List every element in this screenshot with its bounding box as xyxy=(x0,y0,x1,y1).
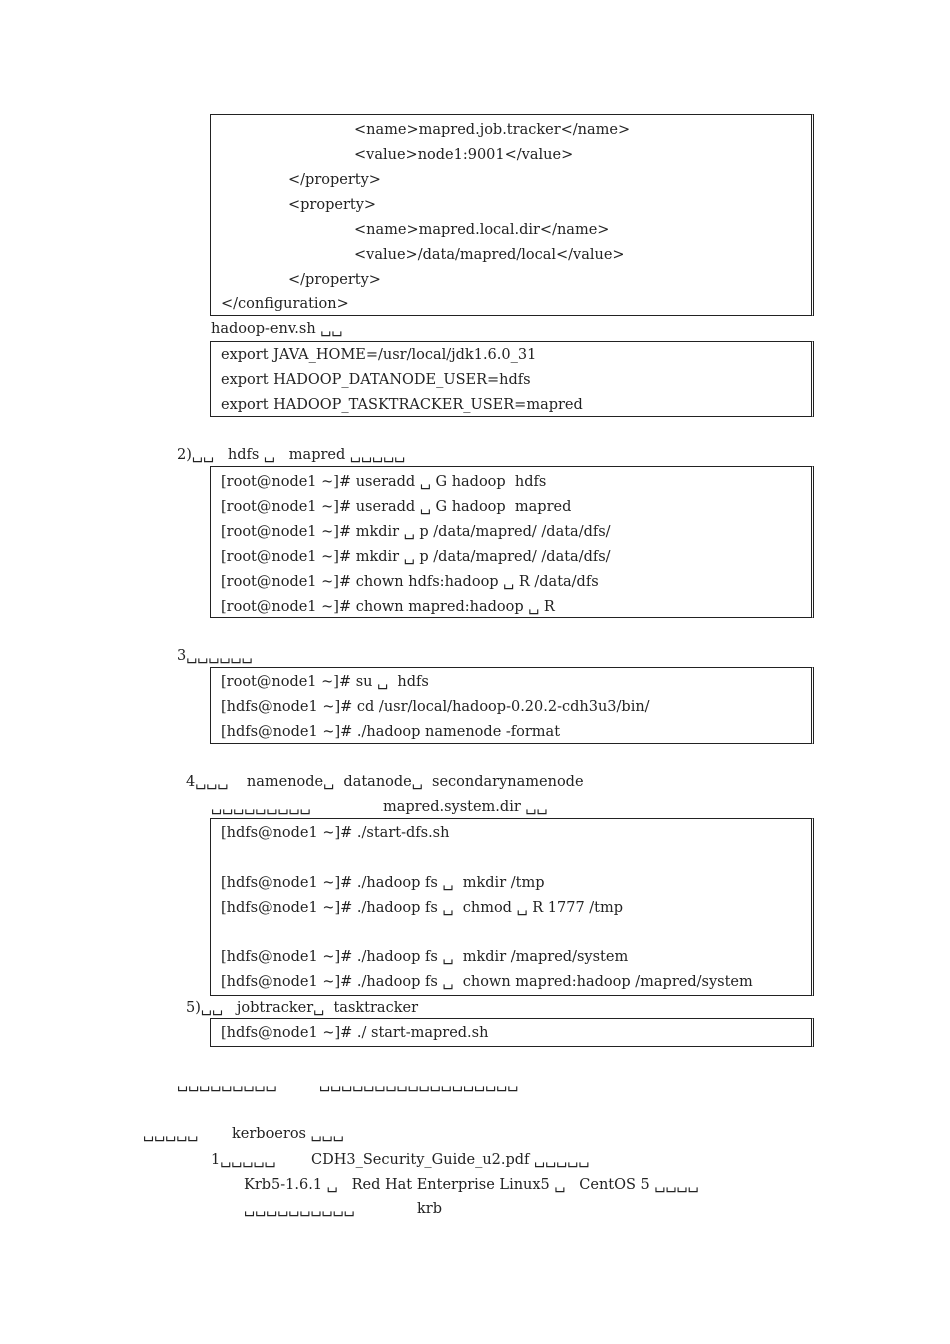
code-line: <name>mapred.job.tracker</name> xyxy=(354,122,631,138)
code-line: <value>node1:9001</value> xyxy=(354,147,574,163)
note-text-right: ␣␣␣␣␣␣␣␣␣␣␣␣␣␣␣␣␣␣ xyxy=(319,1076,519,1092)
code-line: [root@node1 ~]# chown mapred:hadoop ␣ R xyxy=(221,599,555,615)
code-line: [root@node1 ~]# mkdir ␣ p /data/mapred/ /data/dfs/ xyxy=(221,524,611,540)
item1-right: CDH3_Security_Guide_u2.pdf ␣␣␣␣␣ xyxy=(311,1152,590,1168)
step4-heading: 4␣␣␣ namenode␣ datanode␣ secondarynamenode xyxy=(186,774,584,790)
code-line: </configuration> xyxy=(221,296,349,312)
code-line: <name>mapred.local.dir</name> xyxy=(354,222,610,238)
code-line: [hdfs@node1 ~]# ./start-dfs.sh xyxy=(221,825,450,841)
code-block-format-namenode xyxy=(210,667,814,744)
code-line: [hdfs@node1 ~]# ./hadoop fs ␣ chmod ␣ R 1777 /tmp xyxy=(221,900,624,916)
code-block-start-mapred xyxy=(210,1018,814,1047)
item1-left: 1␣␣␣␣␣ xyxy=(211,1152,276,1168)
code-line: [root@node1 ~]# useradd ␣ G hadoop hdfs xyxy=(221,474,547,490)
code-line: export HADOOP_TASKTRACKER_USER=mapred xyxy=(221,397,583,413)
code-line: [hdfs@node1 ~]# ./ start-mapred.sh xyxy=(221,1025,489,1041)
code-line: [hdfs@node1 ~]# ./hadoop fs ␣ mkdir /mapred/system xyxy=(221,949,629,965)
step3-heading: 3␣␣␣␣␣␣ xyxy=(177,648,253,664)
hadoop-env-label: hadoop-env.sh ␣␣ xyxy=(211,321,343,337)
code-line: [root@node1 ~]# chown hdfs:hadoop ␣ R /data/dfs xyxy=(221,574,599,590)
code-block-start-dfs xyxy=(210,818,814,996)
code-line: <value>/data/mapred/local</value> xyxy=(354,247,625,263)
item1-line3-right: krb xyxy=(417,1201,442,1217)
section-heading-right: kerboeros ␣␣␣ xyxy=(232,1126,344,1142)
code-block-hadoop-env xyxy=(210,341,814,417)
code-line: <property> xyxy=(288,197,377,213)
step4-subheading-left: ␣␣␣␣␣␣␣␣␣ xyxy=(211,799,311,815)
code-block-create-users xyxy=(210,466,814,618)
code-line: [root@node1 ~]# su ␣ hdfs xyxy=(221,674,429,690)
step2-heading: 2)␣␣ hdfs ␣ mapred ␣␣␣␣␣ xyxy=(177,447,406,463)
code-line: </property> xyxy=(288,172,381,188)
item1-line3-left: ␣␣␣␣␣␣␣␣␣␣ xyxy=(244,1201,355,1217)
section-heading-left: ␣␣␣␣␣ xyxy=(143,1126,199,1142)
item1-line2: Krb5-1.6.1 ␣ Red Hat Enterprise Linux5 ␣ CentOS 5 ␣␣␣␣ xyxy=(244,1177,699,1193)
code-line: [root@node1 ~]# mkdir ␣ p /data/mapred/ /data/dfs/ xyxy=(221,549,611,565)
step4-subheading-right: mapred.system.dir ␣␣ xyxy=(383,799,548,815)
code-line: [hdfs@node1 ~]# ./hadoop fs ␣ mkdir /tmp xyxy=(221,875,545,891)
code-line: export HADOOP_DATANODE_USER=hdfs xyxy=(221,372,531,388)
code-line: [hdfs@node1 ~]# ./hadoop fs ␣ chown mapred:hadoop /mapred/system xyxy=(221,974,753,990)
code-line: [root@node1 ~]# useradd ␣ G hadoop mapred xyxy=(221,499,572,515)
code-line: [hdfs@node1 ~]# ./hadoop namenode -format xyxy=(221,724,561,740)
code-line: </property> xyxy=(288,272,381,288)
code-line: [hdfs@node1 ~]# cd /usr/local/hadoop-0.20.2-cdh3u3/bin/ xyxy=(221,699,650,715)
note-text-left: ␣␣␣␣␣␣␣␣␣ xyxy=(177,1076,277,1092)
code-line: export JAVA_HOME=/usr/local/jdk1.6.0_31 xyxy=(221,347,537,363)
code-block-mapred-site xyxy=(210,114,814,316)
step5-heading: 5)␣␣ jobtracker␣ tasktracker xyxy=(186,1000,418,1016)
